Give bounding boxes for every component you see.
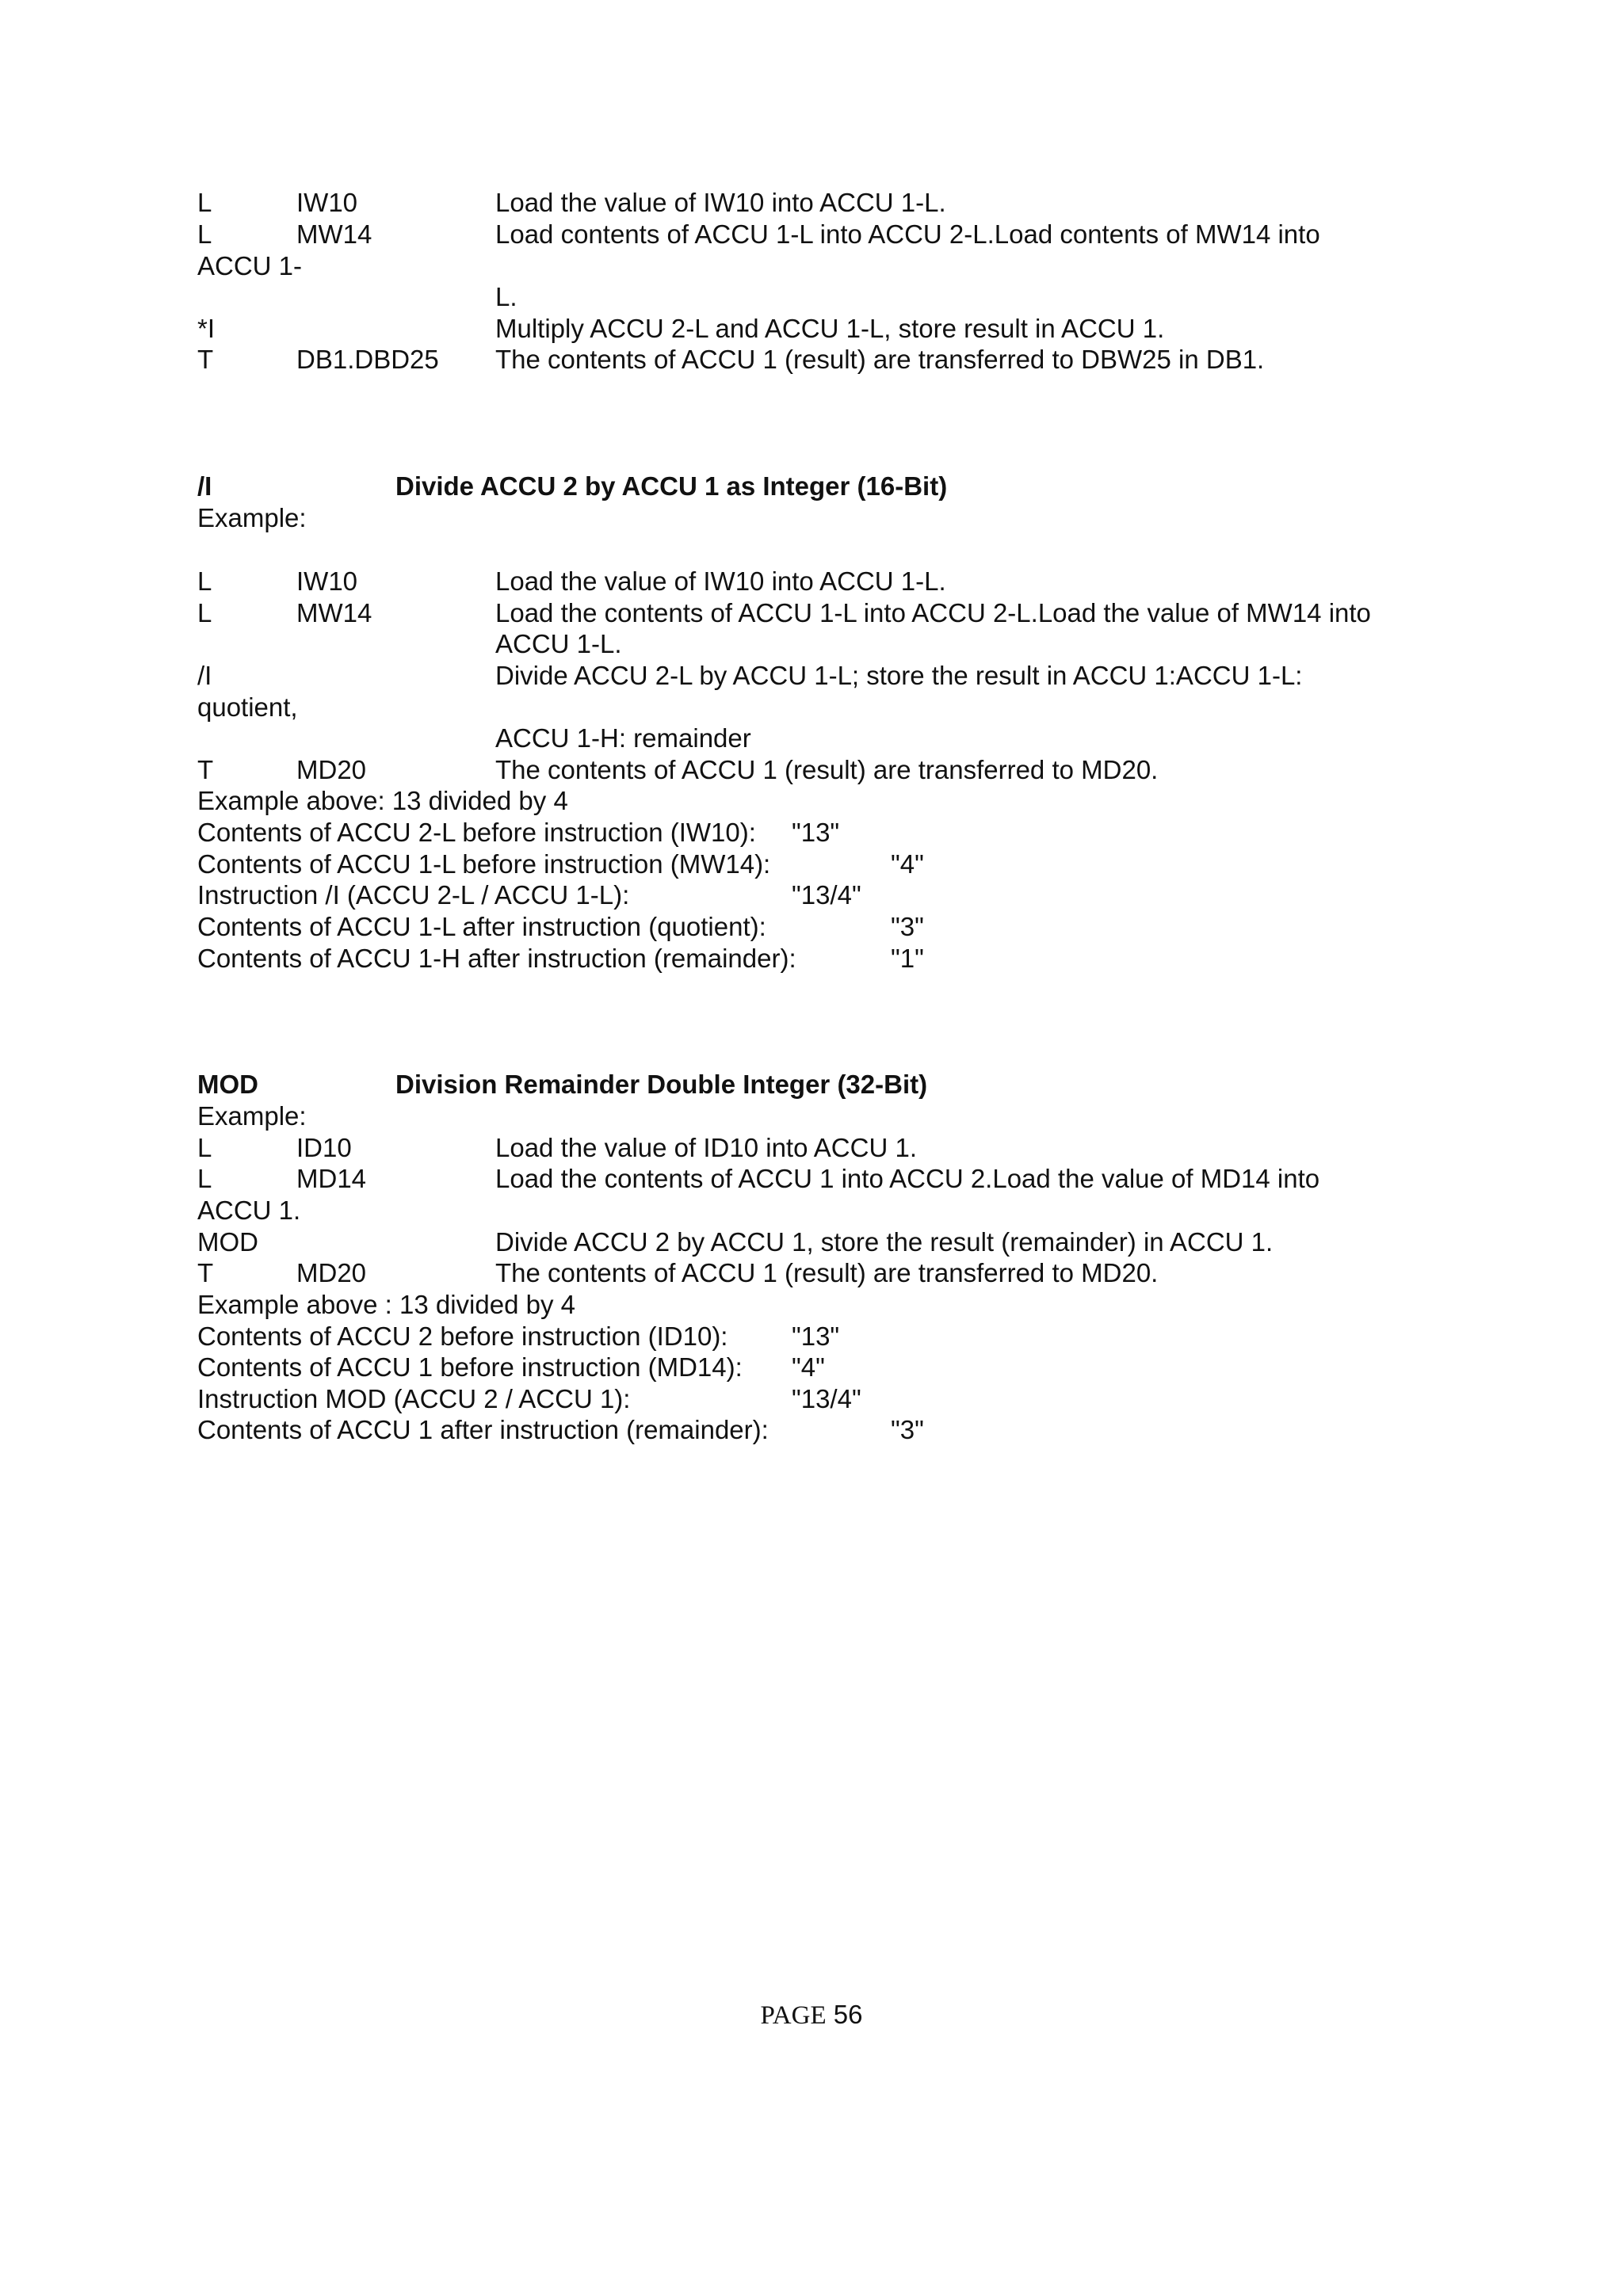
mod-title: Division Remainder Double Integer (32-Bit) [395,1070,928,1099]
description: Load the contents of ACCU 1-L into ACCU 2-L.Load the value of MW14 into [495,598,1371,627]
page-number [0,1999,1623,2031]
op: L [197,219,212,249]
mod-example-above: Example above : 13 divided by 4 [197,1290,575,1319]
op: *I [197,314,216,343]
op: T [197,345,214,374]
example-value: "13/4" [792,880,861,910]
example-label: Contents of ACCU 1-L after instruction (quotient): [197,912,766,941]
example-value: "13/4" [792,1384,861,1413]
example-label: Contents of ACCU 1 before instruction (MD14): [197,1352,743,1382]
wrapped-text: quotient, [197,692,298,722]
div-example-above: Example above: 13 divided by 4 [197,786,568,815]
description: Load the value of ID10 into ACCU 1. [495,1133,917,1162]
example-label: Contents of ACCU 1-L before instruction (MW14): [197,849,771,879]
op: L [197,598,212,627]
example-label: Instruction /I (ACCU 2-L / ACCU 1-L): [197,880,630,910]
op: L [197,566,212,596]
description: The contents of ACCU 1 (result) are transferred to DBW25 in DB1. [495,345,1265,374]
wrapped-text: ACCU 1. [197,1196,301,1225]
op: L [197,1164,212,1193]
mod-op-heading: MOD [197,1070,258,1099]
description: The contents of ACCU 1 (result) are transferred to MD20. [495,755,1159,784]
example-value: "1" [891,944,924,973]
div-example-label: Example: [197,503,307,532]
op: MOD [197,1227,258,1257]
div-op-heading: /I [197,471,212,501]
description: Load the value of IW10 into ACCU 1-L. [495,188,946,217]
example-value: "13" [792,818,840,847]
example-value: "4" [891,849,924,879]
op: T [197,755,214,784]
example-value: "13" [792,1322,840,1351]
op: /I [197,661,212,690]
page-number-value: 56 [833,2000,863,2029]
description: Divide ACCU 2-L by ACCU 1-L; store the result in ACCU 1:ACCU 1-L: [495,661,1303,690]
example-value: "4" [792,1352,825,1382]
description: Multiply ACCU 2-L and ACCU 1-L, store result in ACCU 1. [495,314,1165,343]
mod-example-label: Example: [197,1101,307,1131]
example-value: "3" [891,912,924,941]
example-label: Instruction MOD (ACCU 2 / ACCU 1): [197,1384,631,1413]
example-label: Contents of ACCU 2-L before instruction (IW10): [197,818,756,847]
operand: DB1.DBD25 [296,345,439,374]
description: Load the contents of ACCU 1 into ACCU 2.Load the value of MD14 into [495,1164,1320,1193]
page-word: PAGE [760,2001,827,2030]
example-label: Contents of ACCU 2 before instruction (ID10): [197,1322,728,1351]
continuation-text: ACCU 1-L. [495,629,622,658]
div-title: Divide ACCU 2 by ACCU 1 as Integer (16-Bit) [395,471,948,501]
operand: MW14 [296,598,372,627]
example-label: Contents of ACCU 1 after instruction (remainder): [197,1415,769,1444]
continuation-text: L. [495,282,517,311]
operand: MD14 [296,1164,367,1193]
description: Load the value of IW10 into ACCU 1-L. [495,566,946,596]
operand: ID10 [296,1133,352,1162]
example-value: "3" [891,1415,924,1444]
op: L [197,1133,212,1162]
description: Load contents of ACCU 1-L into ACCU 2-L.Load contents of MW14 into [495,219,1320,249]
operand: MW14 [296,219,372,249]
op: L [197,188,212,217]
op: T [197,1258,214,1287]
continuation-text: ACCU 1-H: remainder [495,723,751,753]
operand: IW10 [296,188,358,217]
operand: IW10 [296,566,358,596]
example-label: Contents of ACCU 1-H after instruction (remainder): [197,944,796,973]
description: The contents of ACCU 1 (result) are transferred to MD20. [495,1258,1159,1287]
operand: MD20 [296,755,367,784]
operand: MD20 [296,1258,367,1287]
wrapped-text: ACCU 1- [197,251,303,280]
description: Divide ACCU 2 by ACCU 1, store the result (remainder) in ACCU 1. [495,1227,1274,1257]
